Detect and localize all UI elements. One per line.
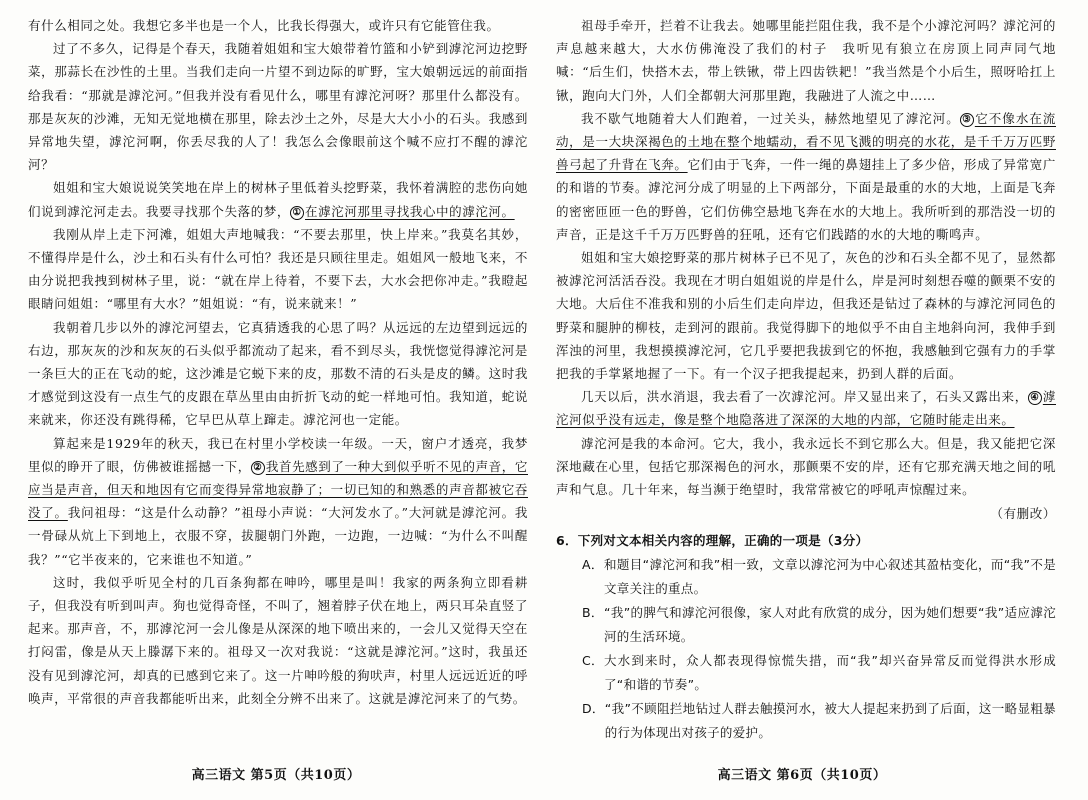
underlined-text: 我首先感到了一种大到似乎听不见的声音，它应当是声音，但天和地因有它而变得异常地寂静了；一切已知的和熟悉的声音都被它吞没了。 [28, 458, 528, 521]
paragraph: 祖母手牵开，拦着不让我去。她哪里能拦阻住我，我不是个小滹沱河吗？滹沱河的声息越来越大，大水仿佛淹没了我们的村子 我听见有狼立在房顶上同声同气地喊：“后生们，快搭木去，带上铁锹，带上四齿铁耙！”我当然是个小后生，照呀哈扛上锹，跑向大门外，人们全都朝大河那里跑，我融进了人流之中…… [556, 18, 1056, 103]
option-text: “我”不顾阻拦地钻过人群去触摸河水，被大人提起来扔到了后面，这一略显粗暴的行为体现出对孩子的爱护。 [604, 701, 1056, 741]
option-c [556, 649, 1056, 697]
paragraph-text: 姐姐和宝大娘说说笑笑地在岸上的树林子里低着头挖野菜，我怀着满腔的悲伤向她们说到滹沱河走去。我要寻找那个失落的梦， [28, 180, 528, 219]
option-text: 和题目“滹沱河和我”相一致，文章以滹沱河为中心叙述其盈枯变化，而“我”不是文章关注的重点。 [604, 557, 1056, 597]
option-a [556, 553, 1056, 601]
marker-1: ① [290, 206, 304, 220]
marker-4: ④ [1028, 391, 1042, 405]
marker-2: ② [251, 461, 265, 475]
question-stem: 6．下列对文本相关内容的理解，正确的一项是（3分） [556, 533, 869, 549]
option-text: “我”的脾气和滹沱河很像，家人对此有欣赏的成分，因为她们想要“我”适应滹沱河的生活环境。 [604, 605, 1056, 645]
paragraph: 我刚从岸上走下河滩，姐姐大声地喊我：“不要去那里，快上岸来。”我莫名其妙，不懂得岸是什么，沙土和石头有什么可怕？我还是只顾往里走。姐姐风一般地飞来，不由分说把我拽到树林子里，说：“就在岸上待着，不要下去，大水会把你冲走。”我瞪起眼睛问姐姐：“哪里有大水？”姐姐说：“有，说来就来！” [28, 226, 528, 312]
paragraph: 我朝着几步以外的滹沱河望去，它真猜透我的心思了吗？从远远的左边望到远远的右边，那灰灰的沙和灰灰的石头似乎都流动了起来，看不到尽头，我恍惚觉得滹沱河是一条巨大的正在飞动的蛇，这沙滩是它蜕下来的皮，那数不清的石头是皮的鳞。这时我才感觉到这没有一点生气的皮跟在草丛里由由折折飞动的蛇一样地可怕。我知道，蛇说来就来，你还没有跳得稀，它早巴从草上蹿走。滹沱河也一定能。 [28, 319, 528, 428]
option-letter: B． [582, 605, 604, 621]
option-letter: A． [582, 557, 604, 573]
option-letter: D． [582, 701, 605, 717]
paragraph [28, 176, 528, 222]
paragraph [556, 385, 1056, 431]
option-d [556, 697, 1056, 745]
paragraph: 滹沱河是我的本命河。它大，我小，我永远长不到它那么大。但是，我又能把它深深地藏在心里，包括它那深褐色的河水，那颤栗不安的岸，还有它那充满天地之间的吼声和气息。几十年来，每当濒于绝望时，我常常被它的呼吼声惊醒过来。 [556, 435, 1056, 498]
left-page-text [28, 14, 528, 760]
page-footer-right: 高三语文 第6页（共10页） [717, 768, 887, 783]
paragraph-text: 我不歇气地随着大人们跑着，一过关头，赫然地望见了滹沱河。 [581, 110, 960, 126]
underlined-sentence-1 [290, 204, 515, 219]
paragraph: 有什么相同之处。我想它多半也是一个人，比我长得强大，或许只有它能管住我。 [28, 18, 500, 33]
paragraph-text: 我问祖母：“这是什么动静？”祖母小声说：“大河发水了。”大河就是滹沱河。我一骨碌从炕上下到地上，衣服不穿，拔腿朝门外跑，一边跑，一边喊：“为什么不叫醒我？”“它半夜来的，它来谁也不知道。” [28, 505, 528, 567]
underlined-text: 滹沱河似乎没有远走，像是整个地隐落进了深深的大地的内部，它随时能走出来。 [556, 389, 1056, 428]
question-6 [556, 529, 1056, 745]
paragraph-text: 几天以后，洪水消退，我去看了一次滹沱河。岸又显出来了，石头又露出来， [581, 389, 1028, 405]
paragraph: 过了不多久，记得是个春天，我随着姐姐和宝大娘带着竹篮和小铲到滹沱河边挖野菜，那蒜长在沙性的土里。当我们走向一片望不到边际的旷野，宝大娘朝远远的前面指给我看：“那就是滹沱河。”但我并没有看见什么，哪里有滹沱河呀？那里什么都没有。那是灰灰的沙滩，无知无觉地横在那里，除去沙土之外，尽是大大小小的石头。我感到异常地失望，滹沱河啊，你丢尽我的人了！我怎么会像眼前这个喊不应打不醒的滹沱河？ [28, 41, 528, 173]
page-footer-left: 高三语文 第5页（共10页） [191, 768, 361, 783]
paragraph-text: 它们由于飞奔，一件一绳的鼻翅挂上了多少倍，形成了异常宽广的和谐的节奏。滹沱河分成了明显的上下两部分，下面是最重的水的大地，上面是飞奔的密密匝匝一色的野兽，它们仿佛空悬地飞奔在水的大地上。我所听到的那浩没一切的声音，正是这千千万万匹野兽的狂吼，还有它们践踏的水的大地的嘶鸣声。 [556, 157, 1056, 242]
underlined-text: 它不像水在流动，是一大块深褐色的土地在整个地蠕动，看不见飞溅的明亮的水花，是千千万万匹野兽弓起了升背在飞奔。 [556, 110, 1056, 173]
option-letter: C． [582, 653, 604, 669]
paragraph: 这时，我似乎听见全村的几百条狗都在呻吟，哪里是叫！我家的两条狗立即看耕子，但我没有听到叫声。狗也觉得奇怪，不叫了，翘着脖子伏在地上，两只耳朵直竖了起来。那声音，不，那滹沱河一会儿像是从深深的地下喷出来的，一会儿又觉得天空在打闷雷，像是从天上滕潺下来的。祖母又一次对我说：“这就是滹沱河。”这时，我虽还没有见到滹沱河，却真的已感到它来了。这一片呻吟般的狗吠声，村里人远远近近的呼唤声，平常很的声音我都能听出来，此刻全分辨不出来了。这就是滹沱河来了的气势。 [28, 574, 528, 706]
right-page-text [556, 14, 1056, 760]
option-text: 大水到来时，众人都表现得惊慌失措，而“我”却兴奋异常反而觉得洪水形成了“和谐的节奏”。 [604, 653, 1056, 693]
paragraph [28, 432, 528, 571]
paragraph [556, 107, 1056, 246]
source-note: （有删改） [990, 506, 1056, 522]
marker-3: ③ [960, 113, 974, 127]
paragraph: 姐姐和宝大娘挖野菜的那片树林子已不见了，灰色的沙和石头全都不见了，显然都被滹沱河活活吞没。我现在才明白姐姐说的岸是什么，岸是河时刻想吞噬的颤栗不安的大地。大后住不准我和别的小后生们走向岸边，但我还是钻过了森林的与滹沱河同色的野菜和腿肿的柳枝，走到河的跟前。我觉得脚下的地似乎不由自主地斜向河，我伸手到浑浊的河里，我想摸摸滹沱河，它几乎要把我拔到它的怀抱，我感触到它强有力的手掌把我的手掌紧地握了一下。有一个汉子把我提起来，扔到人群的后面。 [556, 250, 1056, 382]
underlined-text: 在滹沱河那里寻找我心中的滹沱河。 [305, 203, 515, 219]
paragraph-text: 算起来是1929年的秋天，我已在村里小学校读一年级。一天，窗户才透亮，我梦里似的睁开了眼，仿佛被谁摇撼一下， [28, 435, 528, 474]
option-b [556, 601, 1056, 649]
